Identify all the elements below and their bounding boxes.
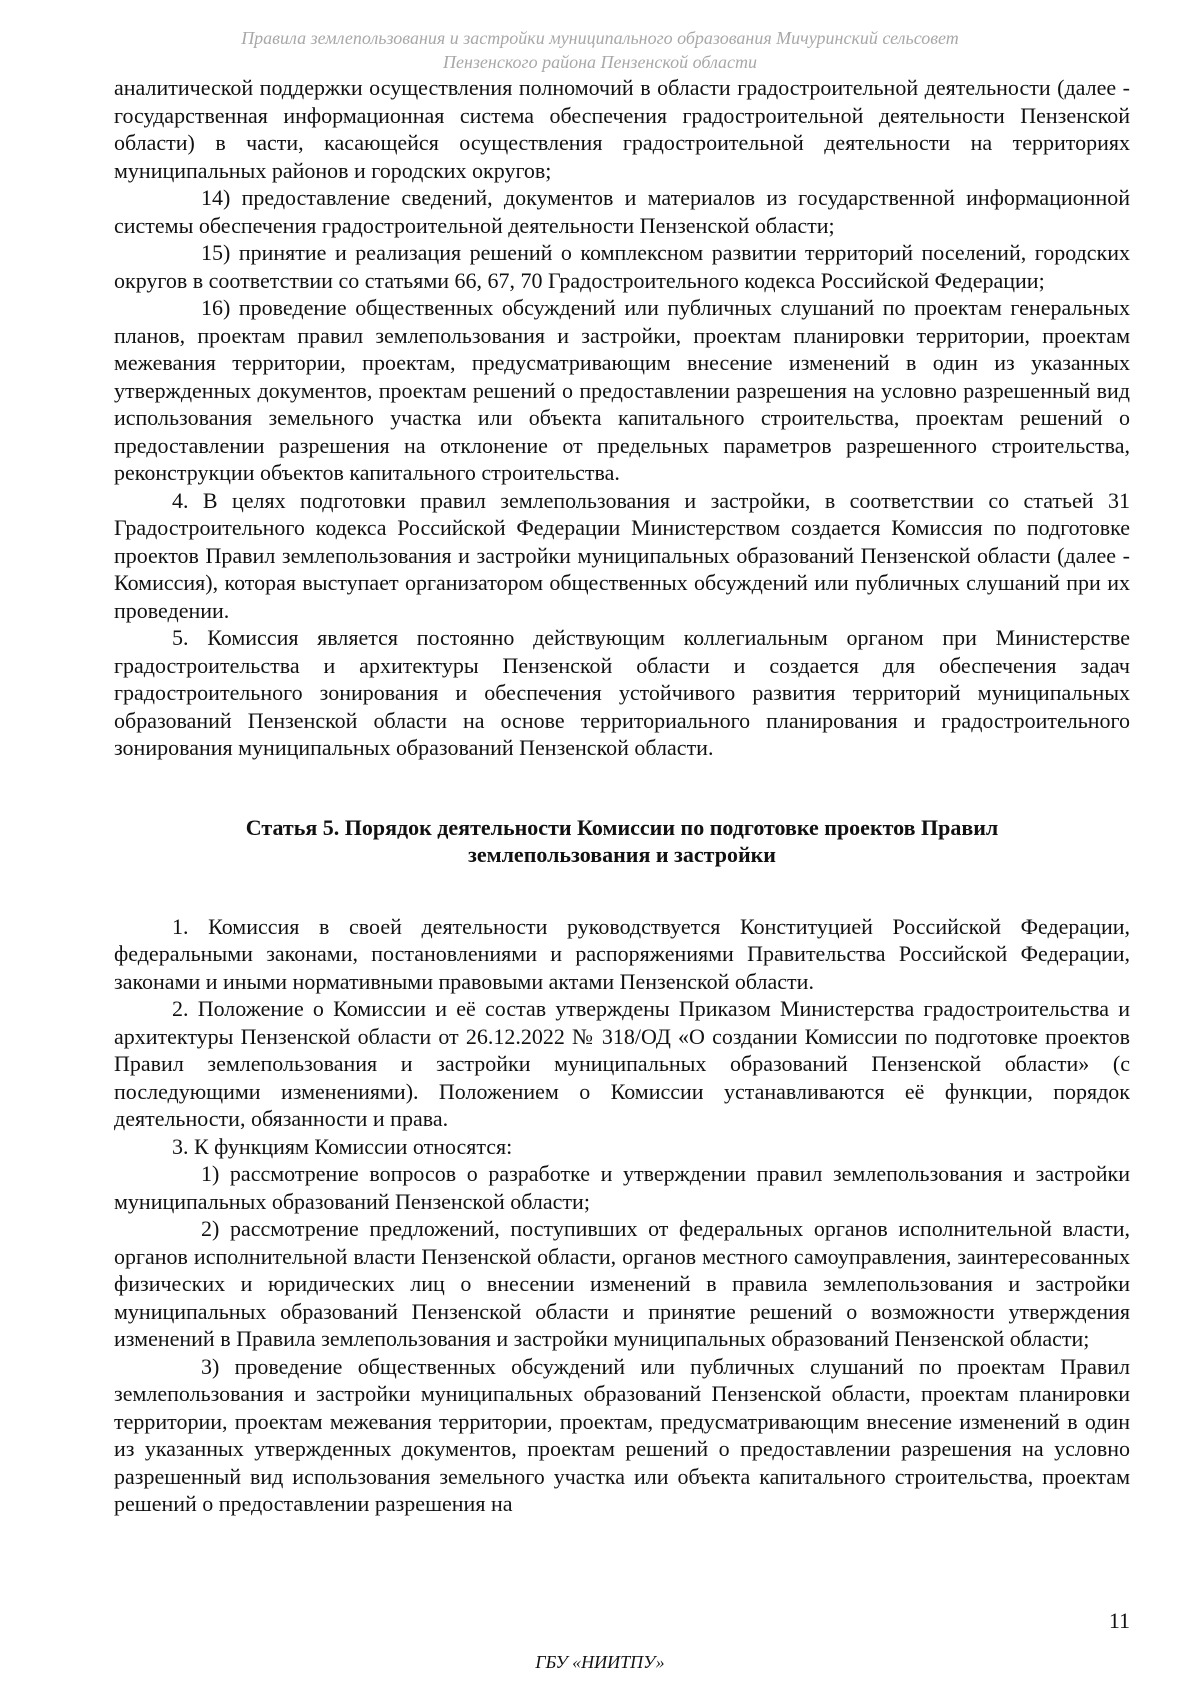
header-line-1: Правила землепользования и застройки муниципального образования Мичуринский сельсовет xyxy=(241,28,959,48)
article-clause-1: 1. Комиссия в своей деятельности руководствуется Конституцией Российской Федерации, федеральными законами, постановлениями и распоряжениями Правительства Российской Федерации, законами и иными нормативными правовыми актами Пензенской области. xyxy=(114,913,1130,994)
article-title xyxy=(114,814,1130,869)
function-item-3: 3) проведение общественных обсуждений или публичных слушаний по проектам Правил землепользования и застройки муниципальных образований Пензенской области, проектам планировки территории, проектам межевания территории, проектам, предусматривающим внесение изменений в один из указанных утвержденных документов, проектам решений о предоставлении разрешения на условно разрешенный вид использования земельного участка или объекта капитального строительства, проектам решений о предоставлении разрешения на xyxy=(114,1353,1130,1516)
list-item-15: 15) принятие и реализация решений о комплексном развитии территорий поселений, городских округов в соответствии со статьями 66, 67, 70 Градостроительного кодекса Российской Федерации; xyxy=(114,240,1130,293)
clause-5: 5. Комиссия является постоянно действующим коллегиальным органом при Министерстве градостроительства и архитектуры Пензенской области и создается для обеспечения задач градостроительного зонирования и обеспечения устойчивого развития территорий муниципальных образований Пензенской области на основе территориального планирования и градостроительного зонирования муниципальных образований Пензенской области. xyxy=(114,625,1130,760)
article-clause-3: 3. К функциям Комиссии относятся: xyxy=(172,1133,513,1159)
paragraph-continuation: аналитической поддержки осуществления полномочий в области градостроительной деятельности (далее - государственная информационная система обеспечения градостроительной деятельности Пензенской области) в части, касающейся осуществления градостроительной деятельности на территориях муниципальных районов и городских округов; xyxy=(114,75,1130,183)
running-header xyxy=(0,26,1200,74)
article-title-line-1: Статья 5. Порядок деятельности Комиссии по подготовке проектов Правил xyxy=(245,814,999,840)
list-item-16: 16) проведение общественных обсуждений или публичных слушаний по проектам генеральных планов, проектам правил землепользования и застройки, проектам планировки территории, проектам межевания территории, проектам, предусматривающим внесение изменений в один из указанных утвержденных документов, проектам решений о предоставлении разрешения на условно разрешенный вид использования земельного участка или объекта капитального строительства, проектам решений о предоставлении разрешения на отклонение от предельных параметров разрешенного строительства, реконструкции объектов капитального строительства. xyxy=(114,295,1130,485)
page-number: 11 xyxy=(1108,1608,1130,1633)
running-footer: ГБУ «НИИТПУ» xyxy=(535,1652,665,1672)
article-title-line-2: землепользования и застройки xyxy=(468,842,776,867)
header-line-2: Пензенского района Пензенской области xyxy=(442,52,758,72)
list-item-14: 14) предоставление сведений, документов и материалов из государственной информационной системы обеспечения градостроительной деятельности Пензенской области; xyxy=(114,185,1130,238)
function-item-1: 1) рассмотрение вопросов о разработке и утверждении правил землепользования и застройки муниципальных образований Пензенской области; xyxy=(114,1161,1130,1214)
document-body xyxy=(114,74,1130,1518)
article-clause-2: 2. Положение о Комиссии и её состав утверждены Приказом Министерства градостроительства и архитектуры Пензенской области от 26.12.2022 № 318/ОД «О создании Комиссии по подготовке проектов Правил землепользования и застройки муниципальных образований Пензенской области» (с последующими изменениями). Положением о Комиссии устанавливаются её функции, порядок деятельности, обязанности и права. xyxy=(114,996,1130,1131)
clause-4: 4. В целях подготовки правил землепользования и застройки, в соответствии со статьей 31 Градостроительного кодекса Российской Федерации Министерством создается Комиссия по подготовке проектов Правил землепользования и застройки муниципальных образований Пензенской области (далее - Комиссия), которая выступает организатором общественных обсуждений или публичных слушаний при их проведении. xyxy=(114,487,1130,623)
function-item-2: 2) рассмотрение предложений, поступивших от федеральных органов исполнительной власти, органов исполнительной власти Пензенской области, органов местного самоуправления, заинтересованных физических и юридических лиц о внесении изменений в правила землепользования и застройки муниципальных образований Пензенской области и принятие решений о возможности утверждения изменений в Правила землепользования и застройки муниципальных образований Пензенской области; xyxy=(114,1216,1130,1351)
